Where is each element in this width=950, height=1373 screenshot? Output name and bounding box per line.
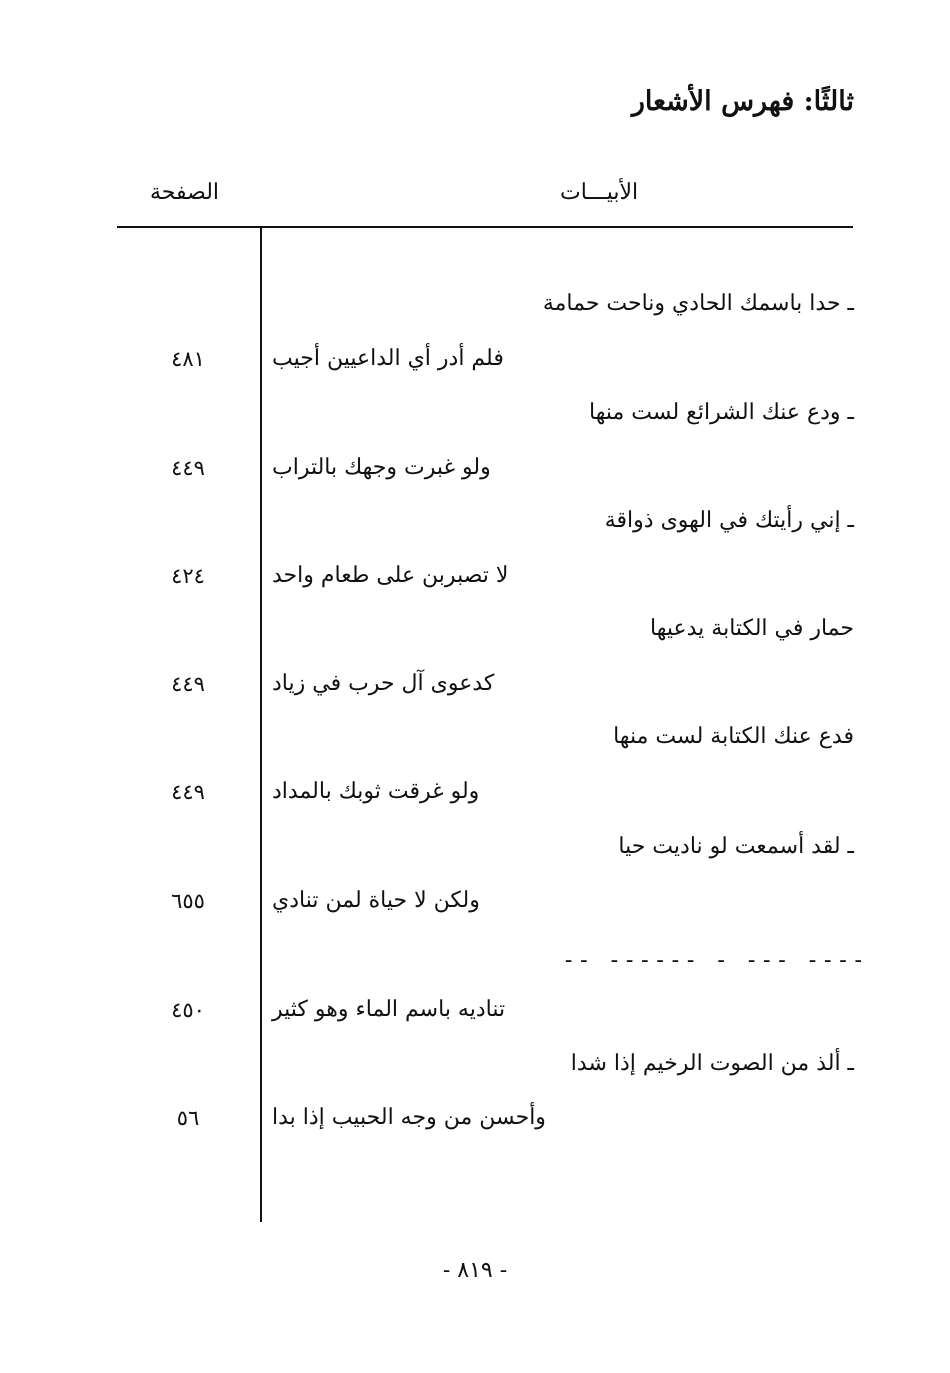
page-number: ٤٢٤ [171, 564, 205, 588]
page-number: ٦٥٥ [171, 889, 205, 913]
verse-first-line: ـ ألذ من الصوت الرخيم إذا شدا [570, 1051, 854, 1076]
verse-second-line: ولو غبرت وجهك بالتراب [272, 455, 491, 480]
page-title: ثالثًا: فهرس الأشعار [631, 86, 854, 117]
page-number: ٤٥٠ [171, 998, 205, 1022]
header-rule [117, 226, 853, 228]
verse-first-line: ـ حدا باسمك الحادي وناحت حمامة [542, 291, 854, 316]
verse-first-line: ـ ودع عنك الشرائع لست منها [589, 400, 854, 425]
verse-first-line: ـ إني رأيتك في الهوى ذواقة [604, 508, 854, 533]
page-number: ٤٤٩ [171, 672, 205, 696]
verse-first-line: فدع عنك الكتابة لست منها [613, 724, 854, 749]
verse-second-line: تناديه باسم الماء وهو كثير [272, 997, 506, 1022]
verses-column-header: الأبيـــات [560, 180, 639, 205]
page-footer-number: - ٨١٩ - [442, 1258, 508, 1283]
page-number: ٤٤٩ [171, 780, 205, 804]
verse-second-line: لا تصبربن على طعام واحد [272, 563, 509, 588]
verse-first-line: ـ لقد أسمعت لو ناديت حيا [618, 834, 854, 859]
page-number: ٤٤٩ [171, 456, 205, 480]
page-number: ٤٨١ [171, 347, 205, 371]
verse-second-line: وأحسن من وجه الحبيب إذا بدا [272, 1105, 546, 1130]
verse-second-line: ولكن لا حياة لمن تنادي [272, 888, 480, 913]
verse-second-line: ولو غرقت ثوبك بالمداد [272, 779, 480, 804]
verse-second-line: كدعوى آل حرب في زياد [272, 671, 495, 696]
page-column-header: الصفحة [150, 180, 220, 205]
verse-second-line: فلم أدر أي الداعيين أجيب [272, 346, 504, 371]
page-number: ٥٦ [176, 1106, 200, 1130]
column-divider [260, 226, 262, 1222]
verse-first-line: حمار في الكتابة يدعيها [650, 616, 854, 641]
verse-first-line-dashes: -- ------ - --- ---- [562, 948, 867, 973]
